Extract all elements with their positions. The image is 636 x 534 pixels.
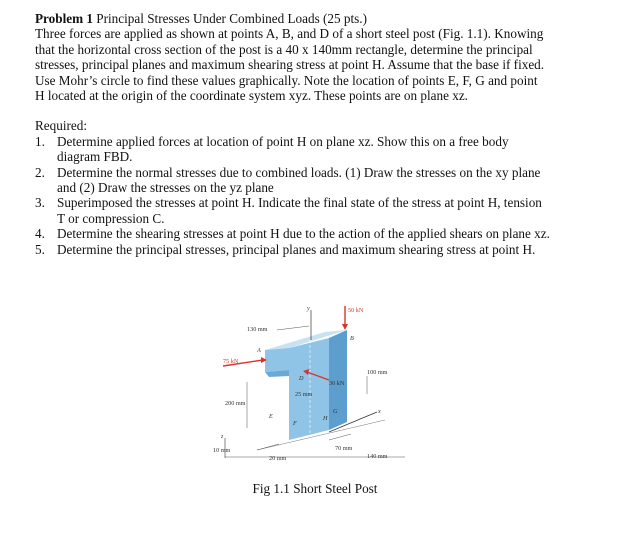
required-heading: Required: xyxy=(35,118,88,134)
required-item-line: Determine the shearing stresses at point H due to the action of the applied shears on plane xz. xyxy=(57,226,550,242)
short-steel-post-figure xyxy=(213,300,407,475)
point-d-label: D xyxy=(299,375,304,382)
required-item-number: 1. xyxy=(35,133,45,149)
problem-statement xyxy=(35,26,605,103)
force-30kn-label: 30 kN xyxy=(329,380,345,387)
post-cap-front xyxy=(265,348,289,372)
dim-25-label: 25 mm xyxy=(295,391,313,398)
z-axis-label: z xyxy=(221,433,224,440)
point-h-label: H xyxy=(323,415,328,422)
required-item-5 xyxy=(35,241,605,257)
required-item-number: 4. xyxy=(35,226,45,242)
force-50kn-label: 50 kN xyxy=(348,307,364,314)
statement-line: Three forces are applied as shown at points A, B, and D of a short steel post (Fig. 1.1). Knowing xyxy=(35,26,544,42)
dim-140-label: 140 mm xyxy=(367,453,388,460)
required-item-number: 3. xyxy=(35,195,45,211)
required-item-line: diagram FBD. xyxy=(57,149,133,165)
y-axis-label: y xyxy=(307,305,310,312)
required-item-1 xyxy=(35,133,605,165)
problem-document xyxy=(35,11,605,257)
point-g-label: G xyxy=(333,408,338,415)
required-item-number: 2. xyxy=(35,164,45,180)
required-item-number: 5. xyxy=(35,241,45,257)
statement-line: stresses, principal planes and maximum shearing stress at point H. Assume that the base if fixed. xyxy=(35,57,545,73)
point-f-label: F xyxy=(293,420,297,427)
required-item-4 xyxy=(35,226,605,242)
required-item-line: T or compression C. xyxy=(57,210,165,226)
force-50kn-arrowhead xyxy=(342,324,348,330)
problem-title-line xyxy=(35,11,605,26)
dim-100-label: 100 mm xyxy=(367,369,388,376)
required-list xyxy=(35,134,605,257)
required-item-3 xyxy=(35,195,605,226)
statement-line: that the horizontal cross section of the post is a 40 x 140mm rectangle, determine the principal xyxy=(35,41,533,57)
required-item-line: Determine the normal stresses due to combined loads. (1) Draw the stresses on the xy plane xyxy=(57,164,541,180)
post-diagram xyxy=(213,300,407,475)
point-b-label: B xyxy=(350,335,354,342)
required-item-2 xyxy=(35,164,605,196)
dim-130-line xyxy=(277,326,309,330)
required-item-line: Superimposed the stresses at point H. Indicate the final state of the stress at point H, tension xyxy=(57,195,542,211)
problem-number: Problem 1 xyxy=(35,11,93,26)
x-axis-label: x xyxy=(378,408,381,415)
figure-caption-row xyxy=(0,481,636,497)
dim-70-label: 70 mm xyxy=(335,445,353,452)
point-e-label: E xyxy=(269,413,273,420)
figure-caption: Fig 1.1 Short Steel Post xyxy=(252,481,378,496)
dim-20-label: 20 mm xyxy=(269,455,287,462)
statement-line: Use Mohr’s circle to find these values graphically. Note the location of points E, F, G and point xyxy=(35,72,538,88)
required-item-line: Determine applied forces at location of point H on plane xz. Show this on a free body xyxy=(57,133,509,149)
required-item-line: Determine the principal stresses, principal planes and maximum shearing stress at point H. xyxy=(57,241,536,257)
force-75kn-label: 75 kN xyxy=(223,358,239,365)
dim-10-label: 10 mm xyxy=(213,447,231,454)
dim-70-line xyxy=(329,434,351,440)
dim-20-line xyxy=(257,444,279,450)
problem-title: Principal Stresses Under Combined Loads (25 pts.) xyxy=(96,11,367,26)
dim-200-label: 200 mm xyxy=(225,400,246,407)
point-a-label: A xyxy=(257,347,261,354)
required-item-line: and (2) Draw the stresses on the yz plane xyxy=(57,180,274,196)
statement-line: H located at the origin of the coordinate system xyz. These points are on plane xz. xyxy=(35,88,468,104)
dim-130-label: 130 mm xyxy=(247,326,268,333)
